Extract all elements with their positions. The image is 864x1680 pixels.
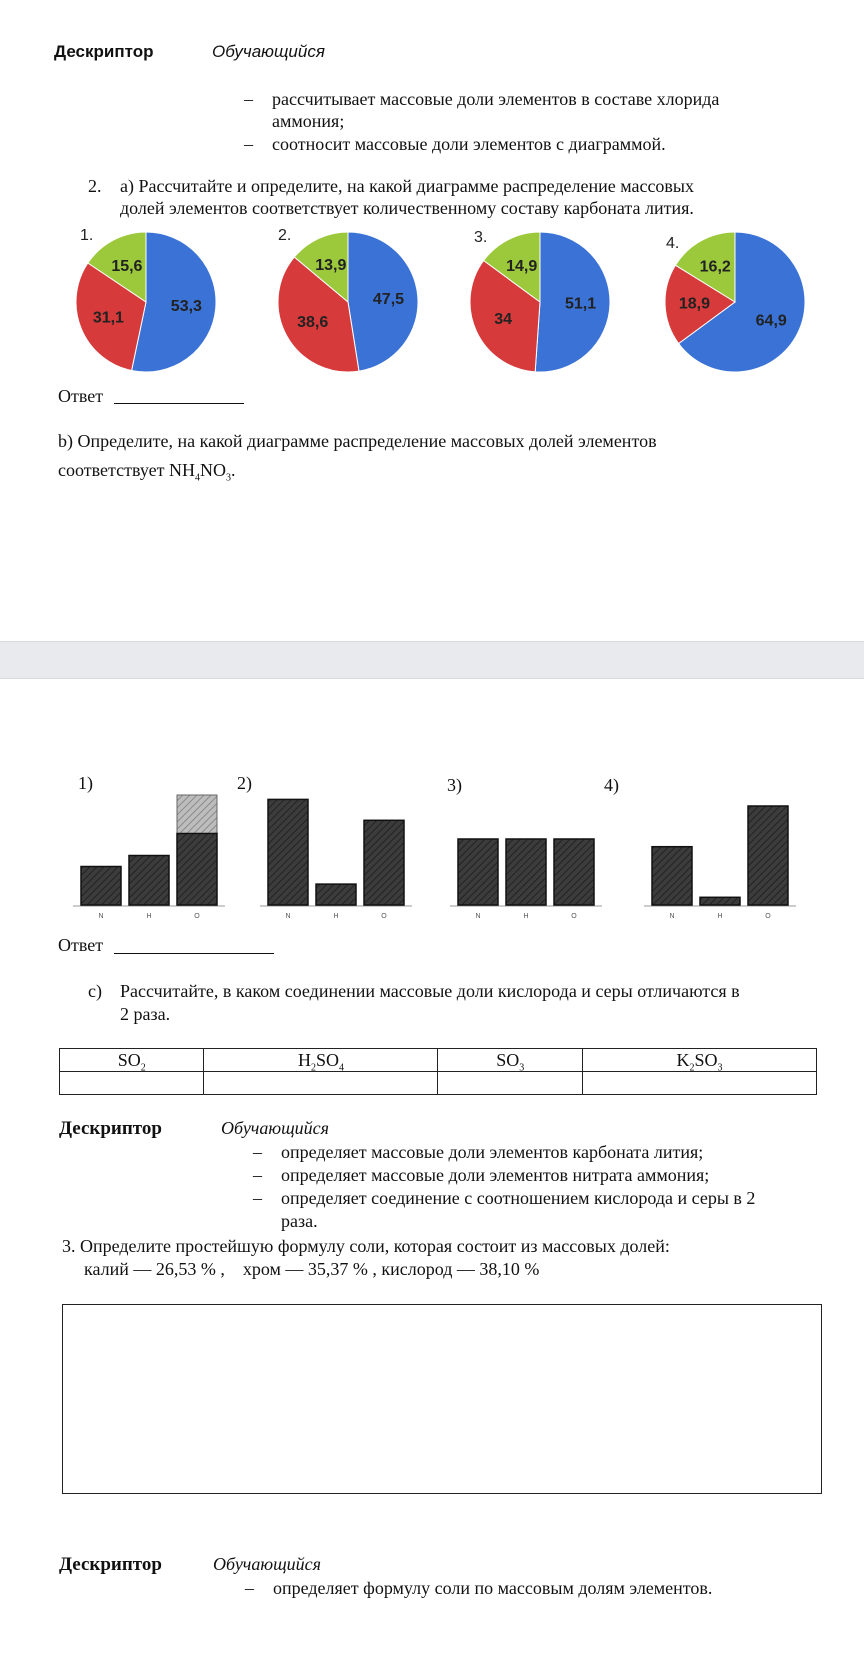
task2b-line1: b) Определите, на какой диаграмме распределение массовых долей элементов <box>58 431 657 451</box>
bar-category-label: O <box>381 913 387 920</box>
bar <box>748 806 788 905</box>
answer-label: Ответ <box>58 386 104 406</box>
descriptor-item-cont: аммония; <box>272 111 345 131</box>
bar-chart-index-label: 1) <box>78 773 93 793</box>
bar-category-label: N <box>285 913 291 920</box>
descriptor-item: – определяет соединение с соотношением кислорода и серы в 2 <box>253 1188 756 1208</box>
bar <box>700 897 740 905</box>
pie-index-label: 4. <box>666 235 680 252</box>
bar-category-label: N <box>669 913 675 920</box>
bar-category-label: O <box>194 913 200 920</box>
student-label: Обучающийся <box>212 42 325 61</box>
bar-category-label: O <box>765 913 771 920</box>
pie-data-label: 15,6 <box>111 258 143 276</box>
descriptor-item: – соотносит массовые доли элементов с диаграммой. <box>244 134 666 154</box>
pie-data-label: 18,9 <box>678 295 711 313</box>
bar-category-label: H <box>717 913 723 920</box>
task2c-label: c) <box>88 981 102 1001</box>
pie-data-label: 53,3 <box>170 298 202 316</box>
bar-category-label: H <box>146 913 152 920</box>
bar-category-label: O <box>571 913 577 920</box>
bar <box>458 839 498 905</box>
pie-data-label: 38,6 <box>297 314 329 332</box>
pie-index-label: 2. <box>278 227 292 244</box>
pie-data-label: 34 <box>494 311 513 329</box>
descriptor-item-cont: раза. <box>281 1211 318 1231</box>
bar-chart-index-label: 3) <box>447 775 462 795</box>
task3-line1: 3. Определите простейшую формулу соли, которая состоит из массовых долей: <box>62 1236 670 1256</box>
descriptor-label: Дескриптор <box>54 42 154 61</box>
bar-category-label: H <box>523 913 529 920</box>
table-cell-empty[interactable] <box>438 1072 582 1095</box>
bar-charts <box>0 765 864 925</box>
pie-data-label: 51,1 <box>565 295 597 313</box>
table-cell-empty[interactable] <box>582 1072 816 1095</box>
descriptor-label: Дескриптор <box>59 1554 162 1575</box>
task2a-line2: долей элементов соответствует количественному составу карбоната лития. <box>120 198 694 218</box>
pie-data-label: 13,9 <box>315 257 347 275</box>
table-header-row <box>60 1049 817 1072</box>
descriptor-item: – определяет массовые доли элементов нитрата аммония; <box>253 1165 710 1185</box>
bar <box>364 820 404 905</box>
table-cell: $SO_2$ <box>60 1049 204 1072</box>
table-cell-empty[interactable] <box>204 1072 438 1095</box>
compound-table <box>59 1048 817 1095</box>
bar <box>554 839 594 905</box>
table-cell: $K_2SO_3$ <box>582 1049 816 1072</box>
pie-data-label: 47,5 <box>372 290 405 308</box>
pie-data-label: 16,2 <box>699 258 731 276</box>
answer-label-2: Ответ <box>58 935 104 955</box>
bar-segment-light <box>177 795 217 834</box>
pie-charts <box>0 220 864 380</box>
pie-data-label: 31,1 <box>92 309 124 327</box>
table-cell: $H_2SO_4$ <box>204 1049 438 1072</box>
task2a-line1: a) Рассчитайте и определите, на какой диаграмме распределение массовых <box>120 176 695 196</box>
student-label: Обучающийся <box>213 1554 322 1574</box>
answer-line-2[interactable] <box>114 953 274 954</box>
descriptor-item: – определяет массовые доли элементов карбоната лития; <box>253 1142 704 1162</box>
bar <box>506 839 546 905</box>
bar-category-label: N <box>98 913 104 920</box>
bar <box>177 834 217 906</box>
pie-data-label: 64,9 <box>755 312 787 330</box>
descriptor-item: – определяет формулу соли по массовым долям элементов. <box>245 1578 713 1598</box>
answer-line[interactable] <box>114 403 244 404</box>
bar <box>268 799 308 905</box>
bar <box>652 847 692 905</box>
bar <box>129 856 169 906</box>
pie-data-label: 14,9 <box>506 257 538 275</box>
table-cell-empty[interactable] <box>60 1072 204 1095</box>
bar-chart-index-label: 4) <box>604 775 619 795</box>
descriptor-label: Дескриптор <box>59 1118 162 1139</box>
task2c-line2: 2 раза. <box>120 1004 171 1024</box>
descriptor-item: – рассчитывает массовые доли элементов в составе хлорида <box>244 89 720 109</box>
student-label: Обучающийся <box>221 1118 330 1138</box>
task2c-line1: Рассчитайте, в каком соединении массовые доли кислорода и серы отличаются в <box>120 981 740 1001</box>
bar-category-label: N <box>475 913 481 920</box>
bar-chart-index-label: 2) <box>237 773 252 793</box>
table-cell: $SO_3$ <box>438 1049 582 1072</box>
task2b-line2: соответствует $NH_4NO_3$. <box>58 460 236 484</box>
bar <box>316 884 356 905</box>
task-number: 2. <box>88 176 102 196</box>
task3-line2: калий — 26,53 % , хром — 35,37 % , кислород — 38,10 % <box>84 1259 540 1279</box>
answer-box[interactable] <box>62 1304 822 1494</box>
bar-category-label: H <box>333 913 339 920</box>
table-row[interactable] <box>60 1072 817 1095</box>
bar <box>81 867 121 906</box>
pie-index-label: 3. <box>474 229 488 246</box>
pie-index-label: 1. <box>80 227 94 244</box>
page-break <box>0 641 864 679</box>
